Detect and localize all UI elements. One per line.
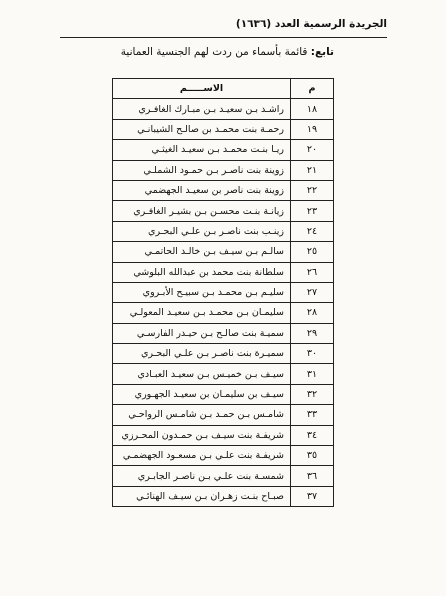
row-name: صبـاح بنـت زهـران بـن سيـف الهنائـي bbox=[113, 486, 291, 506]
row-name: سلطانة بنت محمد بن عبدالله البلوشي bbox=[113, 262, 291, 282]
row-name: سميـرة بنت ناصـر بـن علـي البحـري bbox=[113, 344, 291, 364]
row-number: ١٩ bbox=[291, 119, 334, 139]
row-name: شريفـة بنت علـي بـن مسعـود الجهضمـي bbox=[113, 446, 291, 466]
row-name: زينـب بنت ناصـر بـن علـي البحـري bbox=[113, 221, 291, 241]
row-number: ٣٧ bbox=[291, 486, 334, 506]
row-number: ٣٣ bbox=[291, 405, 334, 425]
row-name: سيـف بـن خميـس بـن سعيـد العبـادي bbox=[113, 364, 291, 384]
row-number: ٣٢ bbox=[291, 384, 334, 404]
table-header-row bbox=[113, 79, 334, 99]
row-name: سليمـان بـن محمـد بـن سعيـد المعولـي bbox=[113, 303, 291, 323]
row-number: ٢٥ bbox=[291, 242, 334, 262]
row-name: شمسـة بنت علـي بـن ناصـر الجابـري bbox=[113, 466, 291, 486]
row-number: ٢٨ bbox=[291, 303, 334, 323]
row-number: ٢٩ bbox=[291, 323, 334, 343]
title-rest: قائمة بأسماء من ردت لهم الجنسية العمانية bbox=[120, 46, 311, 58]
table-row bbox=[113, 384, 334, 404]
name-column-header: الاســـــم bbox=[113, 79, 291, 99]
row-number: ٣٠ bbox=[291, 344, 334, 364]
row-number: ٢١ bbox=[291, 160, 334, 180]
gazette-header-text: الجريدة الرسمية العدد (١٦٣٦) bbox=[235, 18, 387, 30]
table-row bbox=[113, 323, 334, 343]
row-number: ٣١ bbox=[291, 364, 334, 384]
page-header bbox=[60, 18, 387, 36]
row-name: زوينة بنت ناصـر بـن حمـود الشملـي bbox=[113, 160, 291, 180]
row-number: ٢٠ bbox=[291, 140, 334, 160]
row-name: سليـم بـن محمـد بـن سبيـح الأبـروي bbox=[113, 282, 291, 302]
names-table bbox=[112, 78, 334, 507]
row-name: سيـف بن سليمـان بن سعيـد الجهـوري bbox=[113, 384, 291, 404]
row-name: رحمـة بنت محمـد بن صالـح الشيبانـي bbox=[113, 119, 291, 139]
table-row bbox=[113, 466, 334, 486]
title-lead: تابع: bbox=[310, 46, 334, 58]
table-body bbox=[113, 99, 334, 507]
table-row bbox=[113, 180, 334, 200]
row-number: ٣٤ bbox=[291, 425, 334, 445]
row-name: شامـس بـن حمـد بـن شامـس الرواحـي bbox=[113, 405, 291, 425]
row-number: ٣٥ bbox=[291, 446, 334, 466]
row-number: ٢٤ bbox=[291, 221, 334, 241]
table-row bbox=[113, 344, 334, 364]
row-name: راشـد بـن سعيـد بـن مبـارك الغافـري bbox=[113, 99, 291, 119]
table-row bbox=[113, 405, 334, 425]
row-name: زوينة بنت ناصر بن سعيـد الجهضمي bbox=[113, 180, 291, 200]
number-column-header: م bbox=[291, 79, 334, 99]
table-row bbox=[113, 486, 334, 506]
table-row bbox=[113, 221, 334, 241]
table-row bbox=[113, 140, 334, 160]
row-number: ٢٣ bbox=[291, 201, 334, 221]
list-title bbox=[121, 46, 334, 58]
row-name: سميـة بنت صالـح بـن حيـدر الفارسـي bbox=[113, 323, 291, 343]
row-number: ١٨ bbox=[291, 99, 334, 119]
table-row bbox=[113, 201, 334, 221]
table-row bbox=[113, 303, 334, 323]
table-row bbox=[113, 160, 334, 180]
table-row bbox=[113, 99, 334, 119]
header-rule bbox=[60, 37, 387, 38]
row-number: ٣٦ bbox=[291, 466, 334, 486]
table-row bbox=[113, 446, 334, 466]
row-number: ٢٦ bbox=[291, 262, 334, 282]
table-row bbox=[113, 242, 334, 262]
table-row bbox=[113, 119, 334, 139]
row-number: ٢٧ bbox=[291, 282, 334, 302]
row-number: ٢٢ bbox=[291, 180, 334, 200]
row-name: زيانـة بنـت محسـن بـن بشيـر الغافـري bbox=[113, 201, 291, 221]
table-row bbox=[113, 364, 334, 384]
row-name: شريفـة بنت سيـف بـن حمـدون المحـرزي bbox=[113, 425, 291, 445]
table-row bbox=[113, 262, 334, 282]
table-row bbox=[113, 425, 334, 445]
row-name: ريـا بنـت محمـد بـن سعيـد الغيثـي bbox=[113, 140, 291, 160]
row-name: سالـم بـن سيـف بـن خالـد الحاتمـي bbox=[113, 242, 291, 262]
table-row bbox=[113, 282, 334, 302]
